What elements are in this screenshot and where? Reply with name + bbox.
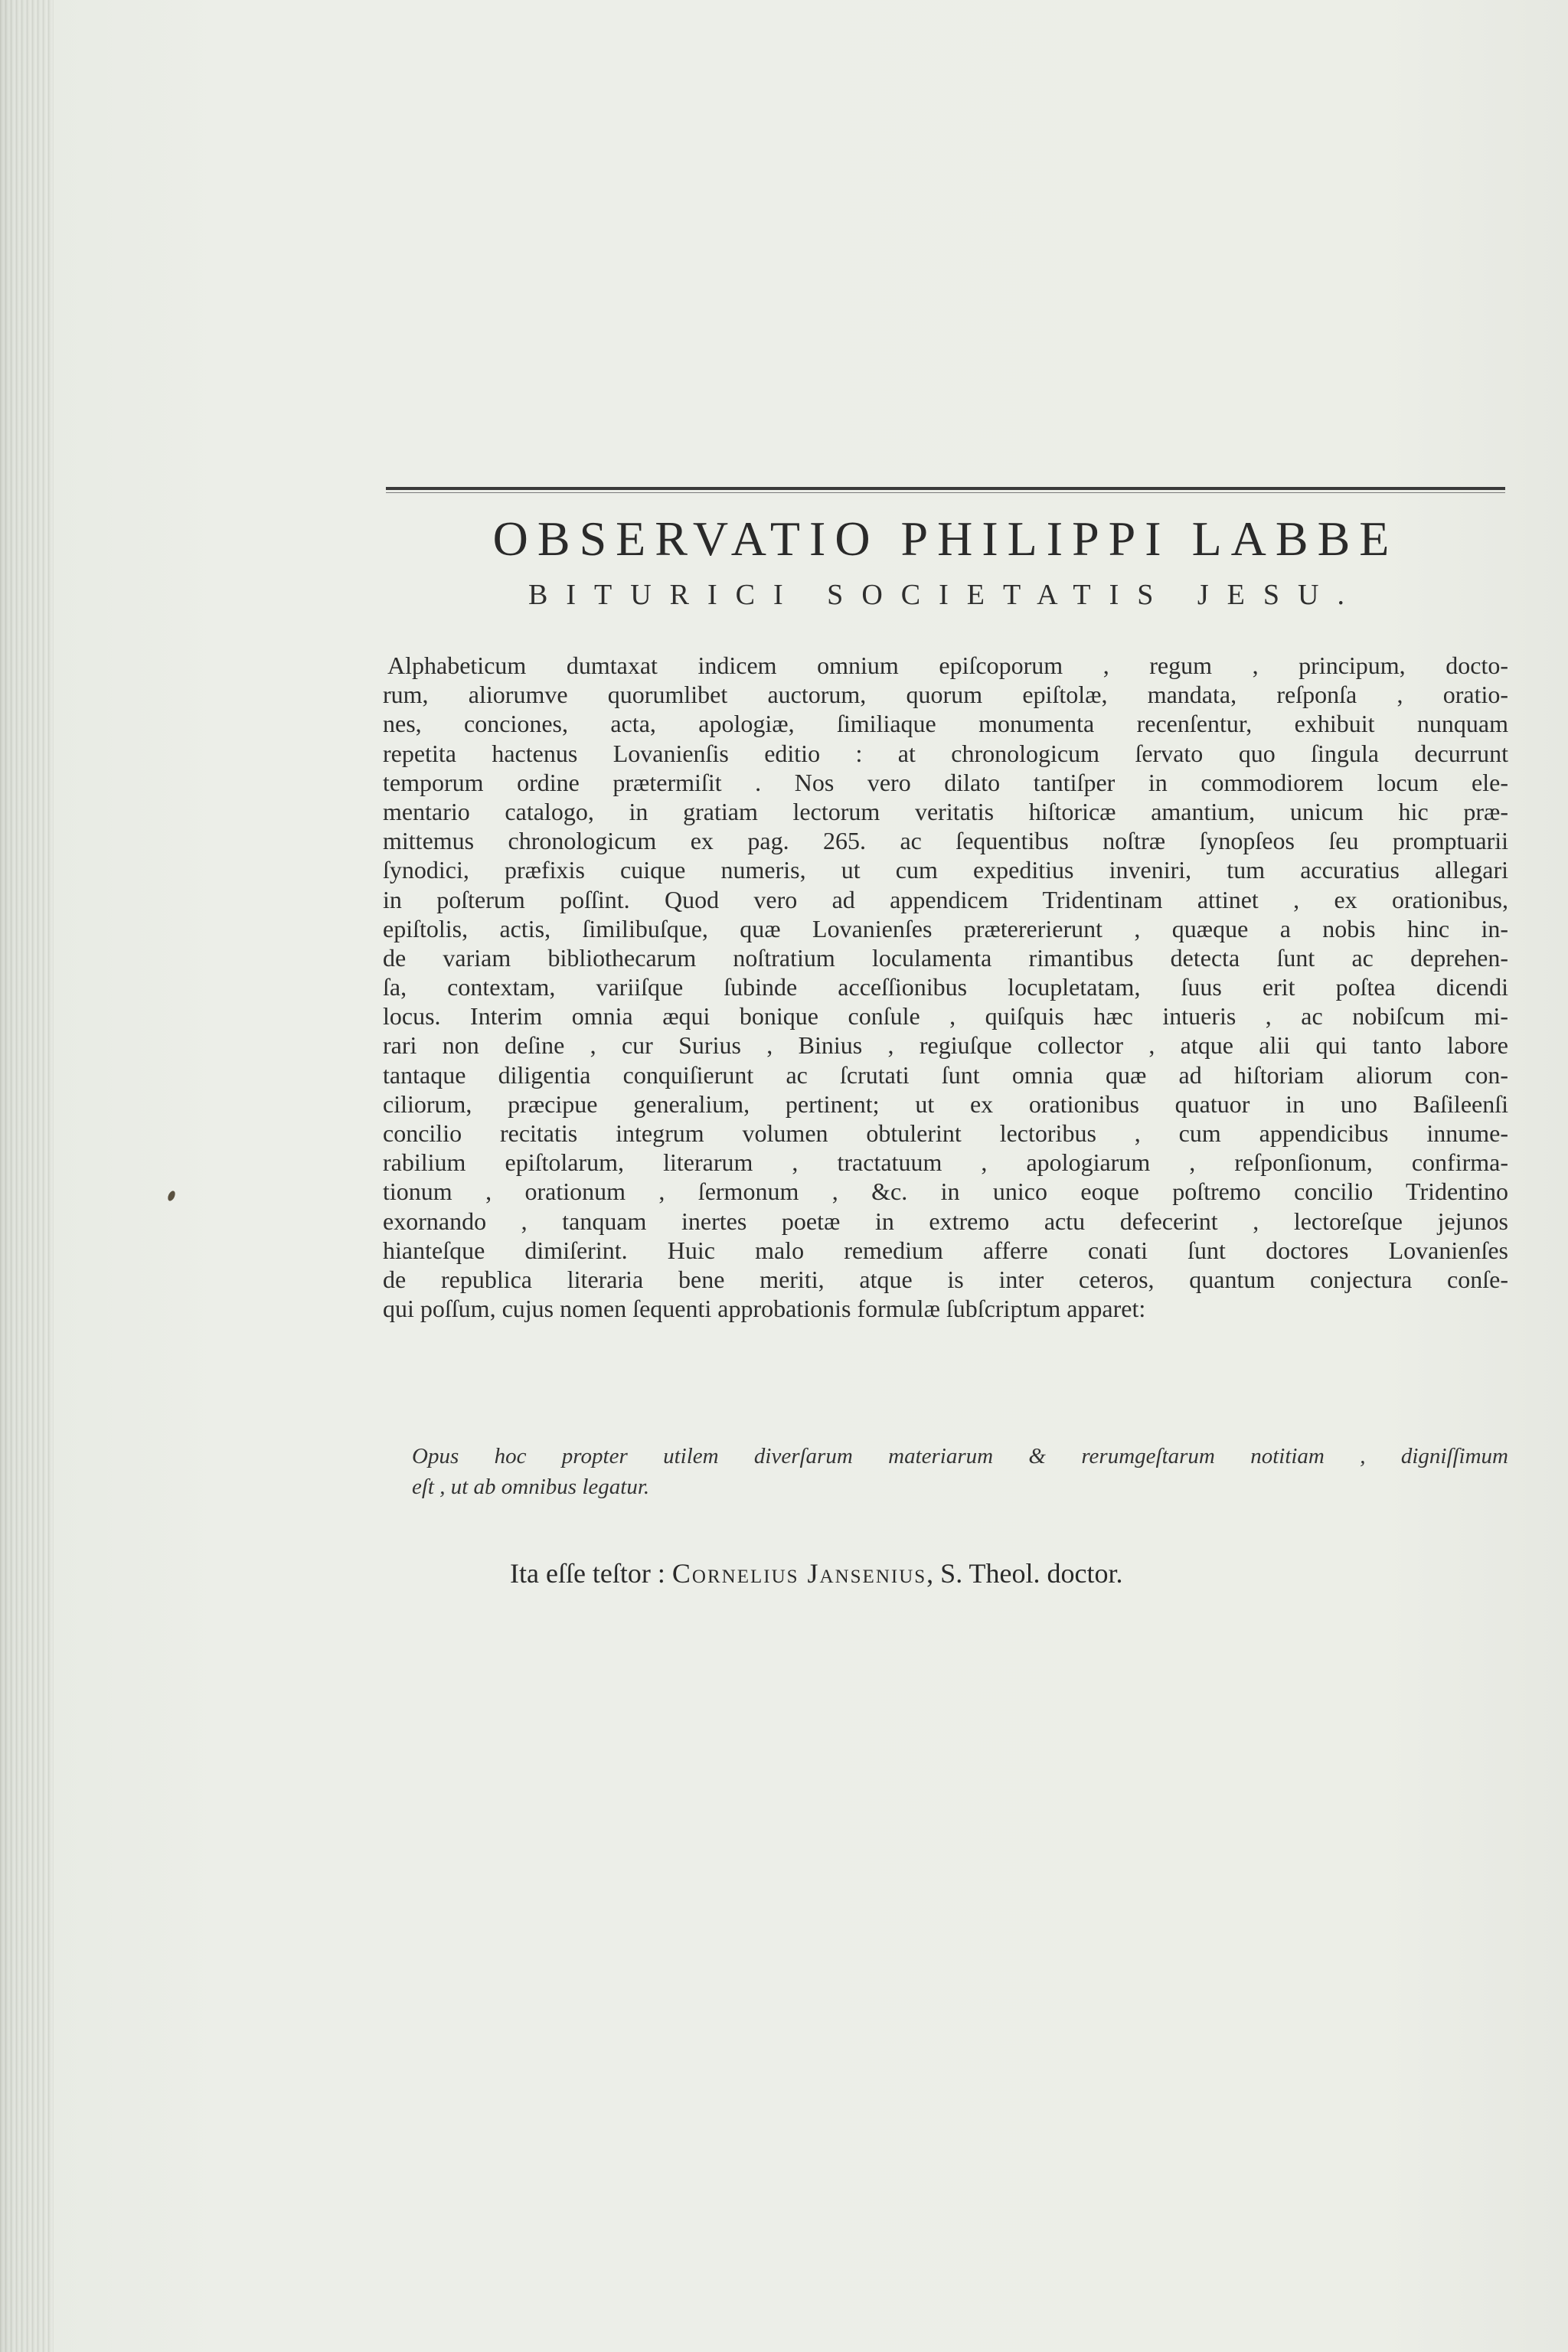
text-line: ſynodici, præfixis cuique numeris, ut cum expeditius inveniri, tum accuratius allegari (383, 856, 1508, 884)
page-edges (0, 0, 54, 2352)
text-line: rabilium epiſtolarum, literarum , tractatuum , apologiarum , reſponſionum, confirma- (383, 1148, 1508, 1177)
page-title: OBSERVATIO PHILIPPI LABBE (492, 511, 1399, 566)
header-rule-thin (386, 492, 1505, 493)
text-line: rari non deſine , cur Surius , Binius , regiuſque collector , atque alii qui tanto labore (383, 1031, 1508, 1060)
header-rule (386, 487, 1505, 490)
text-line: tionum , orationum , ſermonum , &c. in unico eoque poſtremo concilio Tridentino (383, 1178, 1508, 1206)
text-line: hianteſque dimiſerint. Huic malo remedium afferre conati ſunt doctores Lovanienſes (383, 1236, 1508, 1264)
text-line: Alphabeticum dumtaxat indicem omnium epiſcoporum , regum , principum, docto- (387, 652, 1508, 679)
signature (510, 1556, 1429, 1591)
text-line: mentario catalogo, in gratiam lectorum veritatis hiſtoricæ amantium, unicum hic præ- (383, 797, 1508, 825)
body-text (383, 651, 1508, 1323)
text-line: qui poſſum, cujus nomen ſequenti approbationis formulæ ſubſcriptum apparet: (383, 1295, 1146, 1323)
text-line: de republica literaria bene meriti, atque is inter ceteros, quantum conjectura conſe- (383, 1265, 1508, 1293)
text-line: repetita hactenus Lovanienſis editio : at chronologicum ſervato quo ſingula decurrunt (383, 739, 1508, 767)
text-line: rum, aliorumve quorumlibet auctorum, quorum epiſtolæ, mandata, reſponſa , oratio- (383, 681, 1508, 709)
approbation-line: eſt , ut ab omnibus legatur. (412, 1475, 650, 1499)
text-line: de variam bibliothecarum noſtratium loculamenta rimantibus detecta ſunt ac deprehen- (383, 943, 1508, 972)
signature-prefix: Ita eſſe teſtor : (510, 1558, 665, 1589)
text-line: in poſterum poſſint. Quod vero ad appendicem Tridentinam attinet , ex orationibus, (383, 885, 1508, 913)
text-line: ſa, contextam, variiſque ſubinde acceſſionibus locupletatam, ſuus erit poſtea dicendi (383, 973, 1508, 1001)
approbation-formula (383, 1441, 1508, 1502)
signature-name: Cornelius Jansenius (671, 1558, 927, 1589)
text-line: nes, conciones, acta, apologiæ, ſimiliaque monumenta recenſentur, exhibuit nunquam (383, 710, 1508, 738)
text-line: temporum ordine prætermiſit . Nos vero dilato tantiſper in commodiorem locum ele- (383, 768, 1508, 796)
text-line: mittemus chronologicum ex pag. 265. ac ſequentibus noſtræ ſynopſeos ſeu promptuarii (383, 827, 1508, 855)
text-line: concilio recitatis integrum volumen obtulerint lectoribus , cum appendicibus innume- (383, 1119, 1508, 1147)
ink-blot (166, 1190, 176, 1202)
approbation-line: Opus hoc propter utilem diverſarum materiarum & rerumgeſtarum notitiam , digniſſimum (412, 1444, 1508, 1468)
page-subtitle: BITURICI SOCIETATIS JESU. (528, 579, 1363, 611)
signature-suffix: , S. Theol. doctor. (926, 1558, 1123, 1589)
text-line: exornando , tanquam inertes poetæ in extremo actu defecerint , lectoreſque jejunos (383, 1207, 1508, 1235)
text-line: tantaque diligentia conquiſierunt ac ſcrutati ſunt omnia quæ ad hiſtoriam aliorum con- (383, 1060, 1508, 1089)
text-line: locus. Interim omnia æqui bonique conſule , quiſquis hæc intueris , ac nobiſcum mi- (383, 1002, 1508, 1031)
text-line: epiſtolis, actis, ſimilibuſque, quæ Lovanienſes prætererierunt , quæque a nobis hinc in- (383, 914, 1508, 942)
text-line: ciliorum, præcipue generalium, pertinent; ut ex orationibus quatuor in uno Baſileenſi (383, 1089, 1508, 1118)
